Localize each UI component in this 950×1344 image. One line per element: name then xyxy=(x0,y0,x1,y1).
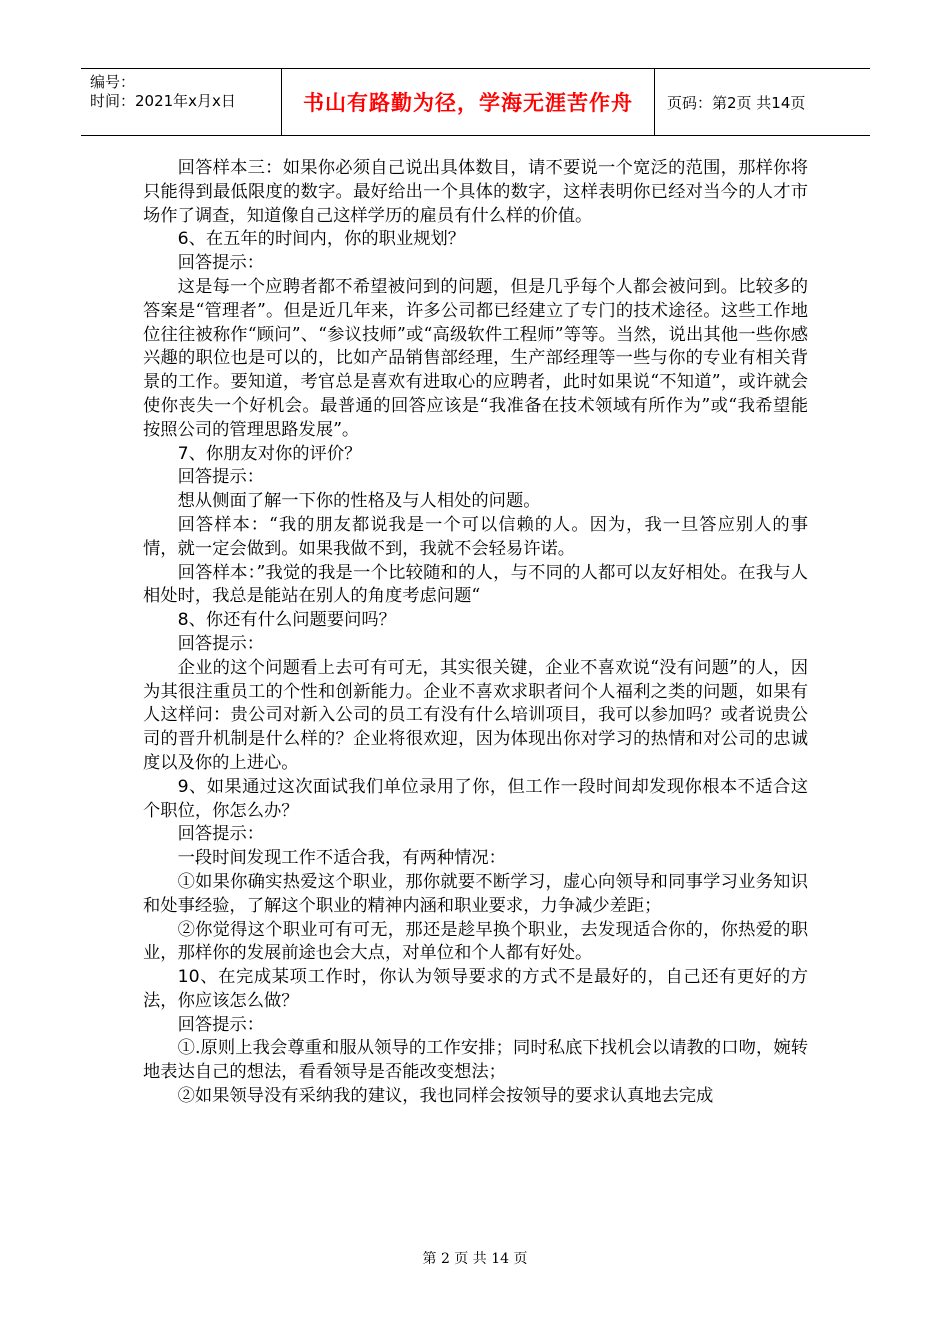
body-paragraph: ①.原则上我会尊重和服从领导的工作安排；同时私底下找机会以请教的口吻，婉转地表达自己的想法，看看领导是否能改变想法； xyxy=(143,1038,808,1083)
body-paragraph: 回答样本：”我觉的我是一个比较随和的人，与不同的人都可以友好相处。在我与人相处时，我总是能站在别人的角度考虑问题“ xyxy=(143,562,808,607)
question-heading: 9、如果通过这次面试我们单位录用了你，但工作一段时间却发现你根本不适合这个职位，你怎么办？ xyxy=(143,776,808,821)
body-paragraph: 这是每一个应聘者都不希望被问到的问题，但是几乎每个人都会被问到。比较多的答案是“管理者”。但是近几年来，许多公司都已经建立了专门的技术途径。这些工作地位往往被称作“顾问”、“参议技师”或“高级软件工程师”等等。当然，说出其他一些你感兴趣的职位也是可以的，比如产品销售部经理，生产部经理等一些与你的专业有相关背景的工作。要知道，考官总是喜欢有进取心的应聘者，此时如果说“不知道”，或许就会使你丧失一个好机会。最普通的回答应该是“我准备在技术领域有所作为”或“我希望能按照公司的管理思路发展”。 xyxy=(143,276,808,440)
document-number-label: 编号： xyxy=(90,73,136,91)
document-body xyxy=(143,157,808,1109)
page-footer: 第 2 页 共 14 页 xyxy=(422,1251,528,1267)
body-paragraph: ①如果你确实热爱这个职业，那你就要不断学习，虚心向领导和同事学习业务知识和处事经验，了解这个职业的精神内涵和职业要求，力争减少差距； xyxy=(143,871,808,916)
body-paragraph: 回答提示： xyxy=(177,824,265,845)
body-paragraph: 一段时间发现工作不适合我，有两种情况： xyxy=(177,848,506,869)
body-paragraph: 回答提示： xyxy=(177,633,265,654)
question-heading: 8、你还有什么问题要问吗？ xyxy=(177,610,396,631)
body-paragraph: 回答提示： xyxy=(177,1014,265,1035)
body-paragraph: 回答提示： xyxy=(177,467,265,488)
body-paragraph: ②你觉得这个职业可有可无，那还是趁早换个职业，去发现适合你的，你热爱的职业，那样你的发展前途也会大点，对单位和个人都有好处。 xyxy=(143,919,808,964)
body-paragraph: 回答提示： xyxy=(177,253,265,274)
header-table xyxy=(81,68,870,136)
body-paragraph: ②如果领导没有采纳我的建议，我也同样会按领导的要求认真地去完成 xyxy=(177,1086,714,1107)
header-motto: 书山有路勤为径，学海无涯苦作舟 xyxy=(282,69,655,135)
header-meta-cell xyxy=(81,69,282,135)
body-paragraph: 企业的这个问题看上去可有可无，其实很关键，企业不喜欢说“没有问题”的人，因为其很注重员工的个性和创新能力。企业不喜欢求职者问个人福利之类的问题，如果有人这样问：贵公司对新入公司的员工有没有什么培训项目，我可以参加吗？或者说贵公司的晋升机制是什么样的？企业将很欢迎，因为体现出你对学习的热情和对公司的忠诚度以及你的上进心。 xyxy=(143,657,808,773)
body-paragraph: 想从侧面了解一下你的性格及与人相处的问题。 xyxy=(177,491,541,512)
body-paragraph: 回答样本三：如果你必须自己说出具体数目，请不要说一个宽泛的范围，那样你将只能得到最低限度的数字。最好给出一个具体的数字，这样表明你已经对当今的人才市场作了调查，知道像自己这样学历的雇员有什么样的价值。 xyxy=(143,158,808,226)
question-heading: 7、你朋友对你的评价？ xyxy=(177,443,362,464)
document-date-label: 时间：2021年x月x日 xyxy=(90,92,236,110)
question-heading: 6、在五年的时间内，你的职业规划？ xyxy=(177,229,466,250)
question-heading: 10、在完成某项工作时，你认为领导要求的方式不是最好的，自己还有更好的方法，你应该怎么做？ xyxy=(143,967,808,1011)
body-paragraph: 回答样本：“我的朋友都说我是一个可以信赖的人。因为，我一旦答应别人的事情，就一定会做到。如果我做不到，我就不会轻易许诺。 xyxy=(143,514,808,559)
header-page-code: 页码：第2页 共14页 xyxy=(667,93,806,112)
